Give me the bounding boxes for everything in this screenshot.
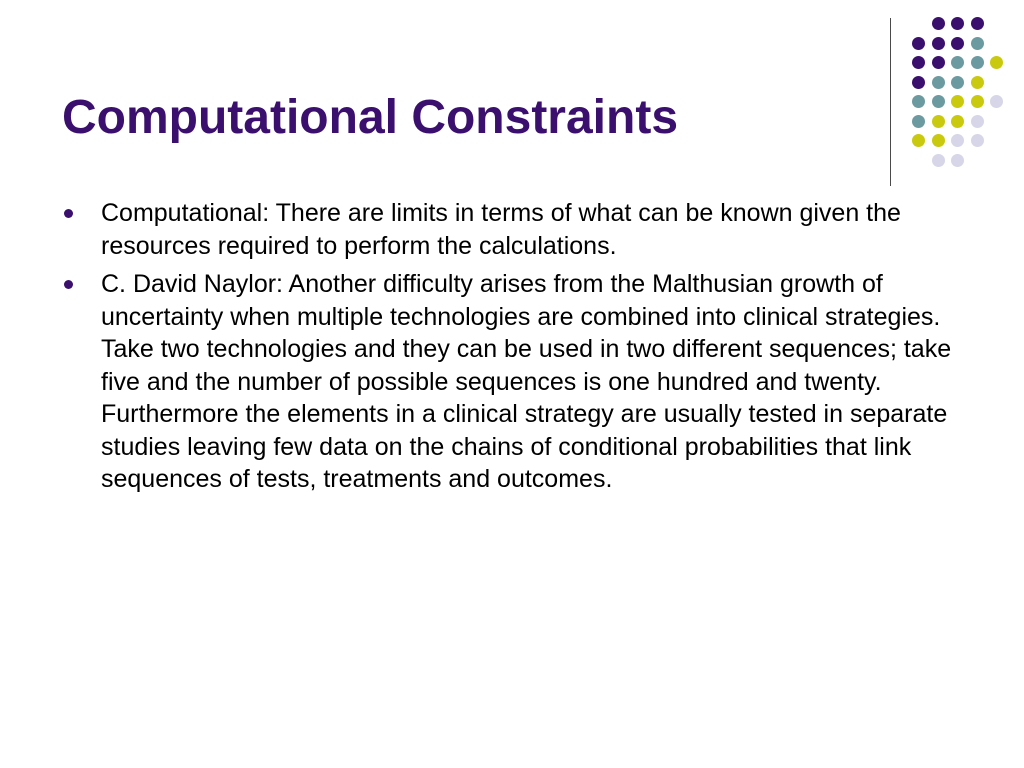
decorative-dot: [990, 95, 1003, 108]
decorative-dot: [951, 154, 964, 167]
decorative-dot: [932, 115, 945, 128]
bullet-item: [64, 197, 974, 262]
decorative-dot: [951, 56, 964, 69]
decorative-dot: [971, 37, 984, 50]
decorative-dot: [912, 76, 925, 89]
decorative-dot-grid: [0, 0, 1024, 200]
decorative-dot: [951, 95, 964, 108]
decorative-dot: [951, 115, 964, 128]
decorative-dot: [932, 134, 945, 147]
decorative-dot: [971, 95, 984, 108]
bullet-list: [64, 197, 974, 502]
vertical-divider: [890, 18, 891, 186]
decorative-dot: [951, 37, 964, 50]
decorative-dot: [932, 17, 945, 30]
decorative-dot: [912, 115, 925, 128]
decorative-dot: [932, 37, 945, 50]
decorative-dot: [951, 76, 964, 89]
decorative-dot: [932, 76, 945, 89]
bullet-text: C. David Naylor: Another difficulty arises from the Malthusian growth of uncertainty when multiple technologies are combined into clinical strategies. Take two technologies and they can be used in two different sequences; take five and the number of possible sequences is one hundred and twenty. Furthermore the elements in a clinical strategy are usually tested in separate studies leaving few data on the chains of conditional probabilities that link sequences of tests, treatments and outcomes.: [101, 270, 952, 493]
bullet-dot-icon: [64, 209, 73, 218]
bullet-text: Computational: There are limits in terms of what can be known given the resources required to perform the calculations.: [101, 199, 901, 260]
decorative-dot: [971, 17, 984, 30]
slide-title: Computational Constraints: [62, 91, 679, 144]
decorative-dot: [971, 134, 984, 147]
decorative-dot: [912, 95, 925, 108]
decorative-dot: [951, 134, 964, 147]
decorative-dot: [971, 76, 984, 89]
decorative-dot: [932, 56, 945, 69]
decorative-dot: [932, 154, 945, 167]
decorative-dot: [990, 56, 1003, 69]
decorative-dot: [912, 134, 925, 147]
decorative-dot: [971, 56, 984, 69]
bullet-dot-icon: [64, 280, 73, 289]
decorative-dot: [951, 17, 964, 30]
decorative-dot: [912, 56, 925, 69]
decorative-dot: [912, 37, 925, 50]
decorative-dot: [971, 115, 984, 128]
decorative-dot: [932, 95, 945, 108]
bullet-item: [64, 268, 974, 496]
